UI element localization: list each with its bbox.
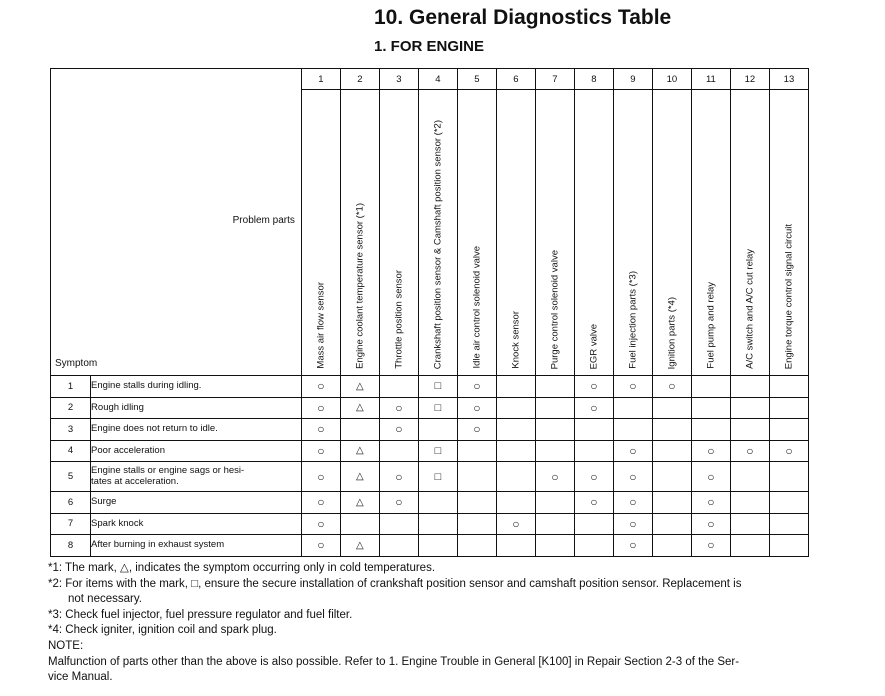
empty-cell (574, 419, 613, 441)
symptom-description: Rough idling (91, 397, 302, 419)
empty-cell (730, 376, 769, 398)
column-number: 5 (457, 69, 496, 90)
symptom-row (51, 397, 809, 419)
circle-mark: ○ (613, 440, 652, 462)
symptom-description: Engine does not return to idle. (91, 419, 302, 441)
problem-part-label: A/C switch and A/C cut relay (744, 249, 756, 369)
circle-mark: ○ (496, 513, 535, 535)
problem-parts-label: Problem parts (232, 215, 295, 226)
symptom-number: 7 (51, 513, 91, 535)
column-header (730, 90, 769, 376)
empty-cell (496, 376, 535, 398)
circle-mark: ○ (301, 440, 340, 462)
circle-mark: ○ (691, 440, 730, 462)
empty-cell (574, 513, 613, 535)
symptom-row (51, 492, 809, 514)
symptom-number: 3 (51, 419, 91, 441)
column-number-row (51, 69, 809, 90)
empty-cell (379, 513, 418, 535)
triangle-mark: △ (340, 376, 379, 398)
circle-mark: ○ (379, 419, 418, 441)
problem-part-label: Mass air flow sensor (315, 282, 327, 369)
circle-mark: ○ (301, 462, 340, 492)
circle-mark: ○ (379, 492, 418, 514)
footnotes (48, 561, 814, 686)
footnote-2-continued: not necessary. (68, 593, 142, 606)
symptom-row (51, 376, 809, 398)
problem-part-label: Engine coolant temperature sensor (*1) (354, 203, 366, 369)
column-header (691, 90, 730, 376)
problem-part-label: Throttle position sensor (393, 270, 405, 369)
circle-mark: ○ (301, 376, 340, 398)
empty-cell (730, 397, 769, 419)
symptom-label: Symptom (55, 358, 98, 369)
symptom-row (51, 440, 809, 462)
problem-part-label: Fuel injection parts (*3) (627, 271, 639, 369)
empty-cell (457, 513, 496, 535)
symptom-description: Surge (91, 492, 302, 514)
circle-mark: ○ (301, 513, 340, 535)
column-header (418, 90, 457, 376)
problem-part-label: Fuel pump and relay (705, 282, 717, 369)
empty-cell (769, 419, 808, 441)
column-header (652, 90, 691, 376)
triangle-mark: △ (340, 397, 379, 419)
column-number: 2 (340, 69, 379, 90)
empty-cell (691, 397, 730, 419)
column-header (379, 90, 418, 376)
empty-cell (535, 535, 574, 557)
problem-part-label: Purge control solenoid valve (549, 249, 561, 369)
footnote-1: *1: The mark, △, indicates the symptom occurring only in cold temperatures. (48, 562, 436, 574)
empty-cell (769, 376, 808, 398)
circle-mark: ○ (301, 535, 340, 557)
empty-cell (418, 419, 457, 441)
column-header (574, 90, 613, 376)
empty-cell (457, 440, 496, 462)
note-text: Malfunction of parts other than the above is also possible. Refer to 1. Engine Trouble in General [K100] in Repair Section 2-3 of the Ser- (48, 655, 740, 668)
empty-cell (496, 492, 535, 514)
footnote-3: *3: Check fuel injector, fuel pressure regulator and fuel filter. (48, 608, 353, 621)
square-mark: □ (418, 462, 457, 492)
triangle-mark: △ (340, 492, 379, 514)
problem-part-label: Idle air control solenoid valve (471, 246, 483, 369)
circle-mark: ○ (769, 440, 808, 462)
empty-cell (652, 535, 691, 557)
column-number: 10 (652, 69, 691, 90)
column-number: 7 (535, 69, 574, 90)
footnote-4: *4: Check igniter, ignition coil and spark plug. (48, 624, 277, 637)
symptom-number: 2 (51, 397, 91, 419)
circle-mark: ○ (691, 492, 730, 514)
circle-mark: ○ (730, 440, 769, 462)
symptom-description: Spark knock (91, 513, 302, 535)
problem-part-label: Engine torque control signal circuit (783, 223, 795, 369)
empty-cell (652, 492, 691, 514)
circle-mark: ○ (574, 376, 613, 398)
empty-cell (769, 513, 808, 535)
empty-cell (535, 492, 574, 514)
problem-part-label: Crankshaft position sensor & Camshaft position sensor (*2) (432, 119, 444, 369)
circle-mark: ○ (574, 462, 613, 492)
empty-cell (769, 535, 808, 557)
empty-cell (496, 397, 535, 419)
circle-mark: ○ (379, 397, 418, 419)
circle-mark: ○ (613, 462, 652, 492)
column-number: 8 (574, 69, 613, 90)
diagnostics-table (50, 68, 809, 557)
symptom-row (51, 462, 809, 492)
symptom-number: 4 (51, 440, 91, 462)
empty-cell (418, 492, 457, 514)
circle-mark: ○ (457, 419, 496, 441)
circle-mark: ○ (301, 397, 340, 419)
empty-cell (340, 419, 379, 441)
symptom-description: Engine stalls during idling. (91, 376, 302, 398)
problem-part-label: Knock sensor (510, 311, 522, 369)
empty-cell (691, 376, 730, 398)
symptom-description: Poor acceleration (91, 440, 302, 462)
circle-mark: ○ (613, 492, 652, 514)
page-title: 10. General Diagnostics Table (374, 6, 672, 29)
circle-mark: ○ (613, 535, 652, 557)
empty-cell (496, 535, 535, 557)
empty-cell (457, 462, 496, 492)
empty-cell (613, 397, 652, 419)
circle-mark: ○ (301, 492, 340, 514)
circle-mark: ○ (691, 535, 730, 557)
empty-cell (652, 440, 691, 462)
column-header (457, 90, 496, 376)
column-header (301, 90, 340, 376)
empty-cell (496, 462, 535, 492)
column-number: 6 (496, 69, 535, 90)
symptom-number: 6 (51, 492, 91, 514)
column-header (535, 90, 574, 376)
symptom-row (51, 419, 809, 441)
empty-cell (769, 492, 808, 514)
empty-cell (730, 492, 769, 514)
empty-cell (457, 492, 496, 514)
square-mark: □ (418, 376, 457, 398)
empty-cell (730, 462, 769, 492)
empty-cell (535, 513, 574, 535)
empty-cell (379, 535, 418, 557)
column-number: 13 (769, 69, 808, 90)
column-number: 11 (691, 69, 730, 90)
symptom-description (91, 462, 302, 492)
circle-mark: ○ (457, 376, 496, 398)
empty-cell (730, 513, 769, 535)
empty-cell (496, 419, 535, 441)
empty-cell (418, 513, 457, 535)
triangle-mark: △ (340, 440, 379, 462)
column-header (496, 90, 535, 376)
footnote-2: *2: For items with the mark, □, ensure the secure installation of crankshaft position sensor and camshaft position sensor. Replacement is (48, 577, 742, 590)
symptom-number: 1 (51, 376, 91, 398)
section-subtitle: 1. FOR ENGINE (374, 38, 485, 55)
triangle-mark: △ (340, 462, 379, 492)
empty-cell (535, 397, 574, 419)
empty-cell (691, 419, 730, 441)
circle-mark: ○ (652, 376, 691, 398)
circle-mark: ○ (574, 492, 613, 514)
square-mark: □ (418, 440, 457, 462)
empty-cell (574, 535, 613, 557)
empty-cell (418, 535, 457, 557)
empty-cell (730, 419, 769, 441)
empty-cell (574, 440, 613, 462)
symptom-row (51, 535, 809, 557)
circle-mark: ○ (379, 462, 418, 492)
symptom-number: 8 (51, 535, 91, 557)
header-corner-cell (51, 69, 302, 376)
circle-mark: ○ (691, 513, 730, 535)
column-number: 1 (301, 69, 340, 90)
empty-cell (535, 440, 574, 462)
circle-mark: ○ (613, 376, 652, 398)
circle-mark: ○ (457, 397, 496, 419)
column-number: 3 (379, 69, 418, 90)
empty-cell (652, 513, 691, 535)
column-number: 12 (730, 69, 769, 90)
symptom-row (51, 513, 809, 535)
circle-mark: ○ (535, 462, 574, 492)
column-number: 9 (613, 69, 652, 90)
symptom-description-line: tates at acceleration. (91, 475, 179, 487)
problem-part-label: Ignition parts (*4) (666, 296, 678, 369)
empty-cell (613, 419, 652, 441)
empty-cell (496, 440, 535, 462)
circle-mark: ○ (574, 397, 613, 419)
empty-cell (730, 535, 769, 557)
circle-mark: ○ (691, 462, 730, 492)
circle-mark: ○ (301, 419, 340, 441)
column-header (613, 90, 652, 376)
empty-cell (652, 419, 691, 441)
empty-cell (769, 397, 808, 419)
empty-cell (652, 397, 691, 419)
empty-cell (457, 535, 496, 557)
column-number: 4 (418, 69, 457, 90)
empty-cell (535, 419, 574, 441)
column-header (769, 90, 808, 376)
note-label: NOTE: (48, 639, 84, 652)
column-header (340, 90, 379, 376)
circle-mark: ○ (613, 513, 652, 535)
triangle-mark: △ (340, 535, 379, 557)
empty-cell (769, 462, 808, 492)
problem-part-label: EGR valve (588, 323, 600, 369)
empty-cell (340, 513, 379, 535)
symptom-description: After burning in exhaust system (91, 535, 302, 557)
empty-cell (535, 376, 574, 398)
square-mark: □ (418, 397, 457, 419)
symptom-description-line: Engine stalls or engine sags or hesi- (91, 465, 245, 476)
symptom-number: 5 (51, 462, 91, 492)
empty-cell (379, 440, 418, 462)
empty-cell (379, 376, 418, 398)
note-text-continued: vice Manual. (48, 671, 113, 684)
empty-cell (652, 462, 691, 492)
